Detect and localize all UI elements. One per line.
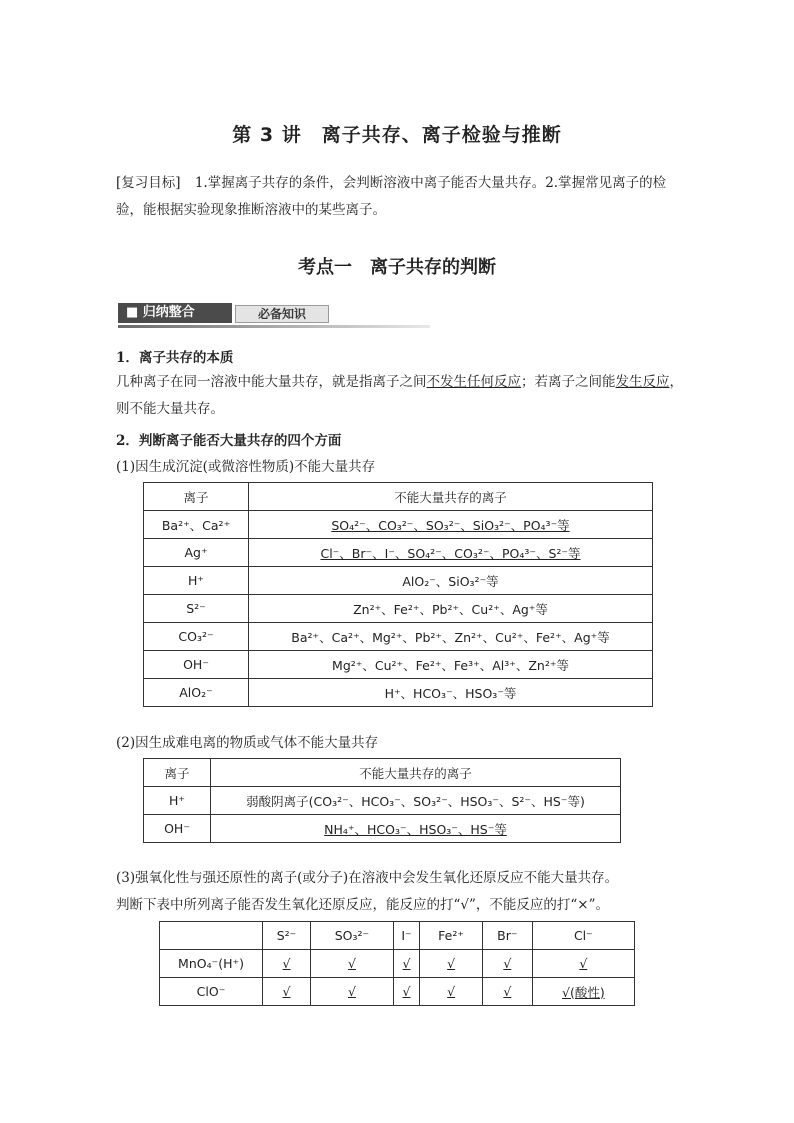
table-row xyxy=(144,651,653,679)
table-row xyxy=(144,787,621,815)
point1-text-mid: ；若离子之间能 xyxy=(521,374,616,390)
point1-heading: 1．离子共存的本质 xyxy=(116,350,234,366)
incompatible-ions-cell: Ba²⁺、Ca²⁺、Mg²⁺、Pb²⁺、Zn²⁺、Cu²⁺、Fe²⁺、Ag⁺等 xyxy=(249,623,653,651)
ion-cell: OH⁻ xyxy=(144,815,211,843)
incompatible-ions-cell: 弱酸阴离子(CO₃²⁻、HCO₃⁻、SO₃²⁻、HSO₃⁻、S²⁻、HS⁻等) xyxy=(211,787,621,815)
incompatible-ions-cell: Cl⁻、Br⁻、I⁻、SO₄²⁻、CO₃²⁻、PO₄³⁻、S²⁻等 xyxy=(249,539,653,567)
check-cell: √ xyxy=(532,950,634,978)
point1-text-after: ，则不能大量共存。 xyxy=(116,374,683,417)
table-header: Fe²⁺ xyxy=(420,922,483,950)
incompatible-ions-cell: SO₄²⁻、CO₃²⁻、SO₃²⁻、SiO₃²⁻、PO₄³⁻等 xyxy=(249,511,653,539)
table-header-row xyxy=(144,483,653,511)
table-row xyxy=(160,978,635,1006)
table-header: 离子 xyxy=(144,759,211,787)
page-title: 第 3 讲 离子共存、离子检验与推断 xyxy=(232,124,562,146)
check-cell: √ xyxy=(420,978,483,1006)
table-row xyxy=(144,539,653,567)
check-cell: √ xyxy=(311,950,394,978)
table-row xyxy=(144,623,653,651)
oxidant-cell: ClO⁻ xyxy=(160,978,263,1006)
incompatible-ions-cell: Zn²⁺、Fe²⁺、Pb²⁺、Cu²⁺、Ag⁺等 xyxy=(249,595,653,623)
table-row xyxy=(144,595,653,623)
table-row xyxy=(160,950,635,978)
check-cell: √ xyxy=(311,978,394,1006)
check-cell: √ xyxy=(393,950,419,978)
check-cell: √ xyxy=(482,950,532,978)
table-row xyxy=(144,567,653,595)
precipitation-table xyxy=(143,482,653,707)
table-header: 不能大量共存的离子 xyxy=(211,759,621,787)
incompatible-ions-cell: AlO₂⁻、SiO₃²⁻等 xyxy=(249,567,653,595)
ion-cell: AlO₂⁻ xyxy=(144,679,249,707)
ion-cell: OH⁻ xyxy=(144,651,249,679)
ion-cell: S²⁻ xyxy=(144,595,249,623)
incompatible-ions-cell: H⁺、HCO₃⁻、HSO₃⁻等 xyxy=(249,679,653,707)
table-row xyxy=(144,815,621,843)
review-goals-text: 1.掌握离子共存的条件，会判断溶液中离子能否大量共存。2.掌握常见离子的检验，能根据实验现象推断溶液中的某些离子。 xyxy=(116,175,667,218)
table-header xyxy=(160,922,263,950)
banner-primary: ■ 归纳整合 xyxy=(118,303,232,323)
table-row xyxy=(144,511,653,539)
incompatible-ions-cell: NH₄⁺、HCO₃⁻、HSO₃⁻、HS⁻等 xyxy=(211,815,621,843)
part1-title: (1)因生成沉淀(或微溶性物质)不能大量共存 xyxy=(116,459,376,475)
check-cell: √(酸性) xyxy=(532,978,634,1006)
part3-instruction: 判断下表中所列离子能否发生氧化还原反应，能反应的打“√”，不能反应的打“×”。 xyxy=(116,897,610,913)
part2-title: (2)因生成难电离的物质或气体不能大量共存 xyxy=(116,735,379,751)
table-header: 不能大量共存的离子 xyxy=(249,483,653,511)
table-header: I⁻ xyxy=(393,922,419,950)
check-cell: √ xyxy=(263,950,311,978)
table-header-row xyxy=(160,922,635,950)
check-cell: √ xyxy=(482,978,532,1006)
table-header-row xyxy=(144,759,621,787)
review-goals-tag: [复习目标] xyxy=(116,175,181,191)
ion-cell: Ba²⁺、Ca²⁺ xyxy=(144,511,249,539)
table-row xyxy=(144,679,653,707)
table-header: S²⁻ xyxy=(263,922,311,950)
point1-text xyxy=(116,369,686,423)
incompatible-ions-cell: Mg²⁺、Cu²⁺、Fe²⁺、Fe³⁺、Al³⁺、Zn²⁺等 xyxy=(249,651,653,679)
table-header: SO₃²⁻ xyxy=(311,922,394,950)
check-cell: √ xyxy=(263,978,311,1006)
section-title: 考点一 离子共存的判断 xyxy=(298,257,496,278)
point1-underline2: 发生反应 xyxy=(615,374,670,390)
banner-secondary: 必备知识 xyxy=(235,305,329,323)
point1-underline1: 不发生任何反应 xyxy=(426,374,521,390)
table-header: Br⁻ xyxy=(482,922,532,950)
point2-heading: 2．判断离子能否大量共存的四个方面 xyxy=(116,433,342,449)
part3-title: (3)强氧化性与强还原性的离子(或分子)在溶液中会发生氧化还原反应不能大量共存。 xyxy=(116,870,619,886)
ion-cell: CO₃²⁻ xyxy=(144,623,249,651)
oxidant-cell: MnO₄⁻(H⁺) xyxy=(160,950,263,978)
section-banner xyxy=(118,303,430,327)
ion-cell: H⁺ xyxy=(144,787,211,815)
ion-cell: Ag⁺ xyxy=(144,539,249,567)
table-header: Cl⁻ xyxy=(532,922,634,950)
weak-electrolyte-table xyxy=(143,758,621,843)
table-header: 离子 xyxy=(144,483,249,511)
ion-cell: H⁺ xyxy=(144,567,249,595)
banner-divider xyxy=(118,325,430,328)
check-cell: √ xyxy=(420,950,483,978)
point1-text-before: 几种离子在同一溶液中能大量共存，就是指离子之间 xyxy=(116,374,427,390)
review-goals xyxy=(116,170,686,224)
redox-table xyxy=(159,921,635,1006)
check-cell: √ xyxy=(393,978,419,1006)
